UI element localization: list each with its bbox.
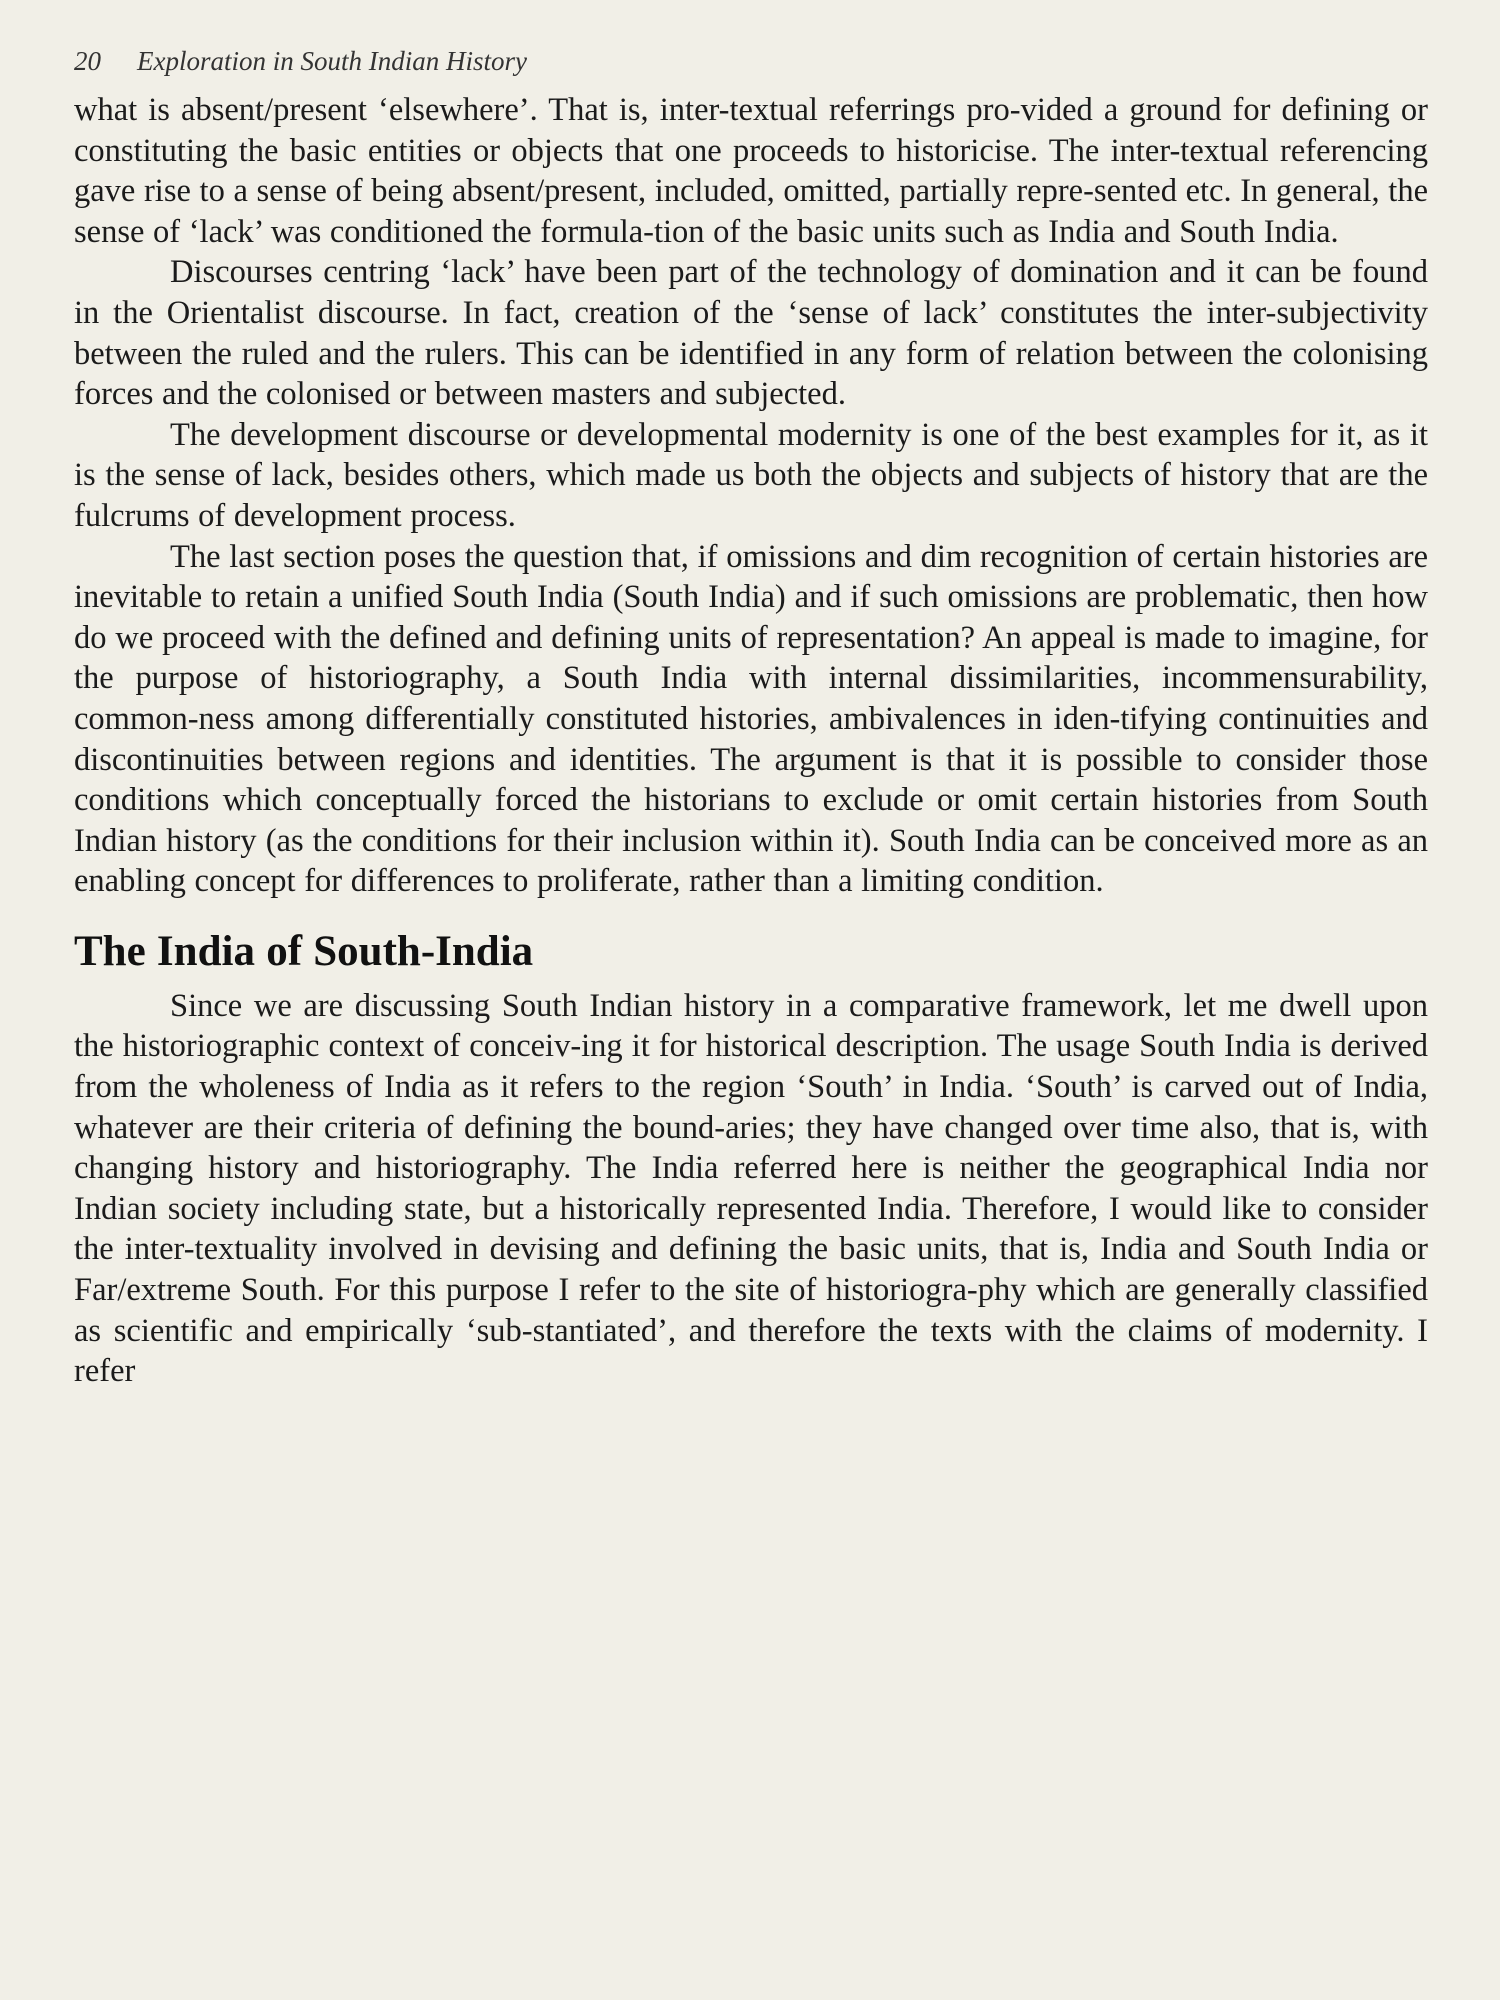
paragraph-discourses-lack: Discourses centring ‘lack’ have been part of the technology of domination and it can be found in the Orientalist discourse. In fact, creation of the ‘sense of lack’ constitutes the inter-subjectivity between the ruled and the rulers. This can be identified in any form of relation between the colonising forces and the colonised or between masters and subjected. bbox=[74, 254, 1428, 413]
page-number: 20 bbox=[74, 46, 101, 76]
paragraph-comparative-framework: Since we are discussing South Indian history in a comparative framework, let me dwell upon the historiographic context of conceiv-ing it for historical description. The usage South India is derived from the wholeness of India as it refers to the region ‘South’ in India. ‘South’ is carved out of India, whatever are their criteria of defining the bound-aries; they have changed over time also, that is, with changing history and historiography. The India referred here is neither the geographical India nor Indian society including state, but a historically represented India. Therefore, I would like to consider the inter-textuality involved in devising and defining the basic units, that is, India and South India or Far/extreme South. For this purpose I refer to the site of historiogra-phy which are generally classified as scientific and empirically ‘sub-stantiated’, and therefore the texts with the claims of modernity. I refer bbox=[74, 987, 1428, 1390]
body-text bbox=[74, 90, 1428, 1392]
paragraph-development-discourse: The development discourse or developmental modernity is one of the best examples for it, as it is the sense of lack, besides others, which made us both the objects and subjects of history that are the fulcrums of development process. bbox=[74, 416, 1428, 534]
paragraph-continued: what is absent/present ‘elsewhere’. That is, inter-textual referrings pro-vided a ground for defining or constituting the basic entities or objects that one proceeds to historicise. The inter-textual referencing gave rise to a sense of being absent/present, included, omitted, partially repre-sented etc. In general, the sense of ‘lack’ was conditioned the formula-tion of the basic units such as India and South India. bbox=[74, 92, 1428, 250]
section-heading: The India of South-India bbox=[74, 927, 534, 975]
running-title: Exploration in South Indian History bbox=[137, 46, 527, 76]
paragraph-last-section: The last section poses the question that, if omissions and dim recognition of certain histories are inevitable to retain a unified South India (South India) and if such omissions are problematic, then how do we proceed with the defined and defining units of representation? An appeal is made to imagine, for the purpose of historiography, a South India with internal dissimilarities, incommensurability, common-ness among differentially constituted histories, ambivalences in iden-tifying continuities and discontinuities between regions and identities. The argument is that it is possible to consider those conditions which conceptually forced the historians to exclude or omit certain histories from South Indian history (as the conditions for their inclusion within it). South India can be conceived more as an enabling concept for differences to proliferate, rather than a limiting condition. bbox=[74, 538, 1428, 900]
running-header bbox=[74, 38, 1428, 84]
